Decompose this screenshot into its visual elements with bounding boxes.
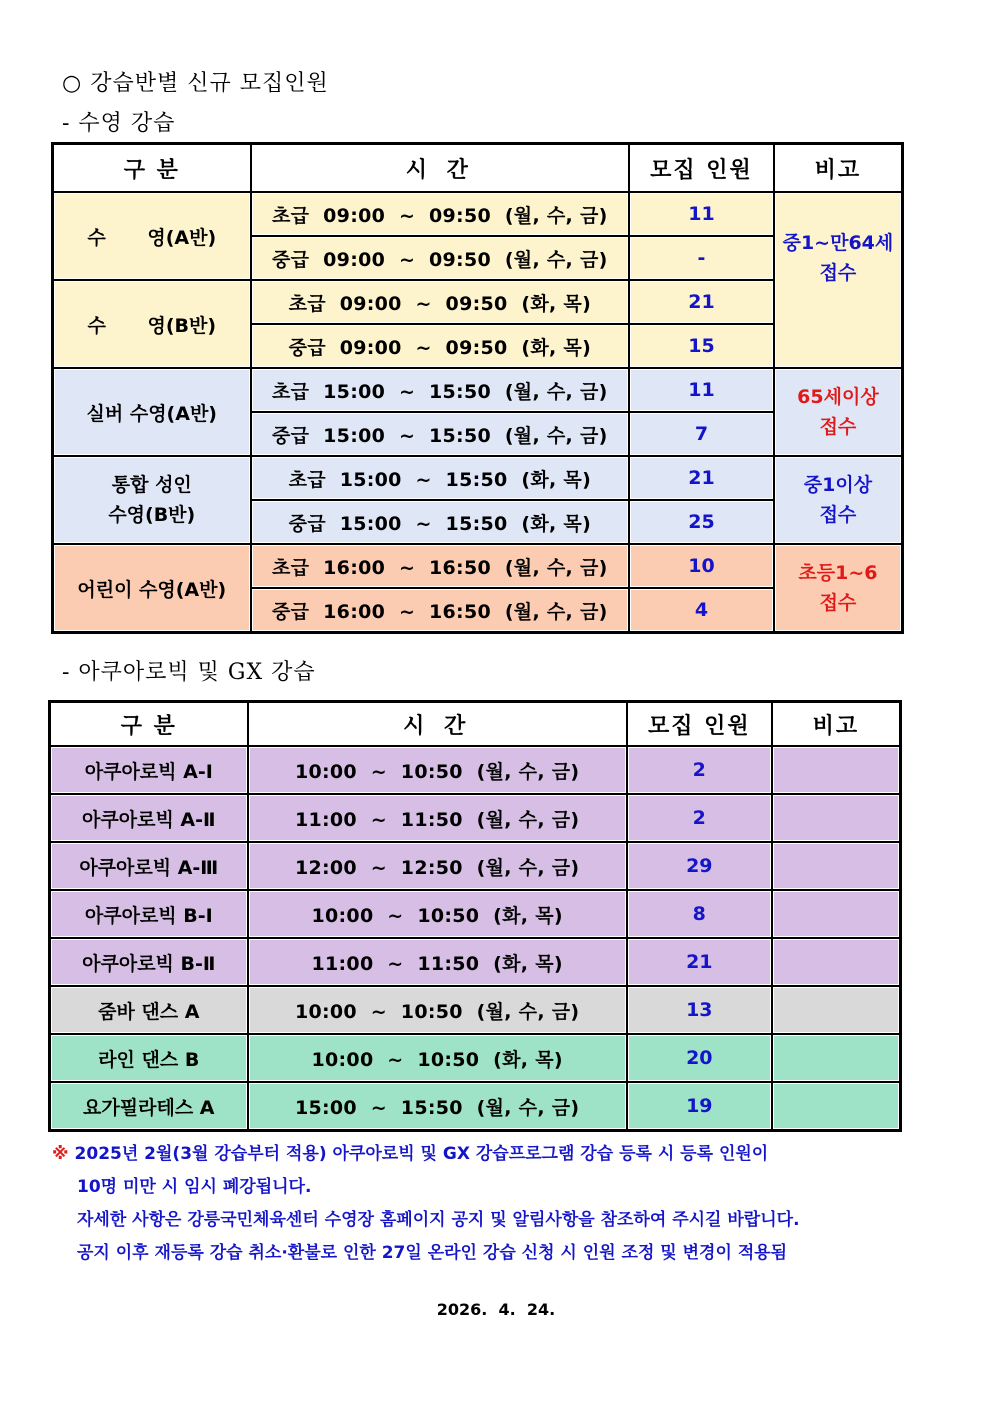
- swim-schedule-table: [51, 142, 904, 634]
- count-cell: 21: [627, 938, 772, 986]
- table-row: [53, 192, 902, 236]
- time-cell: 초급 09:00 ~ 09:50 (화, 목): [251, 280, 630, 324]
- time-cell: 초급 09:00 ~ 09:50 (월, 수, 금): [251, 192, 630, 236]
- count-cell: 4: [629, 588, 774, 632]
- gx-schedule-table: [48, 700, 902, 1132]
- count-cell: 2: [627, 746, 772, 794]
- time-cell: 11:00 ~ 11:50 (월, 수, 금): [248, 794, 627, 842]
- time-cell: 초급 15:00 ~ 15:50 (월, 수, 금): [251, 368, 630, 412]
- count-cell: 21: [629, 456, 774, 500]
- table-row: [50, 1034, 900, 1082]
- table-row: [50, 842, 900, 890]
- footnote-line-1: ※ 2025년 2월(3월 강습부터 적용) 아쿠아로빅 및 GX 강습프로그램 강습 등록 시 등록 인원이: [52, 1144, 769, 1164]
- count-cell: 2: [627, 794, 772, 842]
- time-cell: 초급 15:00 ~ 15:50 (화, 목): [251, 456, 630, 500]
- footnote: [52, 1138, 962, 1270]
- count-cell: 13: [627, 986, 772, 1034]
- time-cell: 중급 16:00 ~ 16:50 (월, 수, 금): [251, 588, 630, 632]
- category-cell: 줌바 댄스 A: [50, 986, 248, 1034]
- count-cell: 11: [629, 192, 774, 236]
- time-cell: 중급 09:00 ~ 09:50 (월, 수, 금): [251, 236, 630, 280]
- category-cell: 아쿠아로빅 B-Ⅱ: [50, 938, 248, 986]
- time-cell: 10:00 ~ 10:50 (화, 목): [248, 1034, 627, 1082]
- category-cell: 수 영(A반): [53, 192, 251, 280]
- time-cell: 12:00 ~ 12:50 (월, 수, 금): [248, 842, 627, 890]
- count-cell: 29: [627, 842, 772, 890]
- table-row: [53, 544, 902, 588]
- header-time: 시 간: [251, 144, 630, 192]
- reference-mark-icon: ※: [52, 1144, 69, 1164]
- footnote-line-3: 자세한 사항은 강릉국민체육센터 수영장 홈페이지 공지 및 알림사항을 참조하여 주시길 바랍니다.: [77, 1210, 800, 1230]
- category-cell: 라인 댄스 B: [50, 1034, 248, 1082]
- count-cell: 11: [629, 368, 774, 412]
- count-cell: -: [629, 236, 774, 280]
- count-cell: 7: [629, 412, 774, 456]
- category-cell: 요가필라테스 A: [50, 1082, 248, 1130]
- time-cell: 중급 15:00 ~ 15:50 (월, 수, 금): [251, 412, 630, 456]
- time-cell: 10:00 ~ 10:50 (월, 수, 금): [248, 986, 627, 1034]
- category-cell: 실버 수영(A반): [53, 368, 251, 456]
- table-row: [53, 456, 902, 500]
- header-count: 모집 인원: [629, 144, 774, 192]
- time-cell: 중급 09:00 ~ 09:50 (화, 목): [251, 324, 630, 368]
- table-row: [50, 890, 900, 938]
- time-cell: 중급 15:00 ~ 15:50 (화, 목): [251, 500, 630, 544]
- count-cell: 10: [629, 544, 774, 588]
- note-cell: [772, 890, 900, 938]
- header-time: 시 간: [248, 702, 627, 746]
- header-note: 비고: [774, 144, 902, 192]
- note-cell: [772, 1034, 900, 1082]
- note-cell: 중1~만64세 접수: [774, 192, 902, 368]
- note-cell: [772, 938, 900, 986]
- count-cell: 19: [627, 1082, 772, 1130]
- note-cell: 초등1~6 접수: [774, 544, 902, 632]
- table-header-row: [50, 702, 900, 746]
- swim-section-heading: - 수영 강습: [62, 111, 176, 136]
- table-header-row: [53, 144, 902, 192]
- category-cell: 아쿠아로빅 A-Ⅱ: [50, 794, 248, 842]
- time-cell: 15:00 ~ 15:50 (월, 수, 금): [248, 1082, 627, 1130]
- main-heading: ○ 강습반별 신규 모집인원: [62, 71, 329, 96]
- table-row: [50, 1082, 900, 1130]
- time-cell: 10:00 ~ 10:50 (화, 목): [248, 890, 627, 938]
- count-cell: 20: [627, 1034, 772, 1082]
- note-cell: [772, 1082, 900, 1130]
- gx-section-heading: - 아쿠아로빅 및 GX 강습: [62, 660, 316, 685]
- category-cell: 아쿠아로빅 A-Ⅰ: [50, 746, 248, 794]
- category-cell: 아쿠아로빅 B-Ⅰ: [50, 890, 248, 938]
- note-cell: [772, 986, 900, 1034]
- document-date: 2026. 4. 24.: [436, 1300, 556, 1319]
- note-cell: 65세이상 접수: [774, 368, 902, 456]
- table-row: [50, 746, 900, 794]
- count-cell: 21: [629, 280, 774, 324]
- header-category: 구 분: [50, 702, 248, 746]
- table-row: [50, 938, 900, 986]
- header-category: 구 분: [53, 144, 251, 192]
- table-row: [53, 368, 902, 412]
- count-cell: 8: [627, 890, 772, 938]
- table-row: [50, 794, 900, 842]
- category-cell: 아쿠아로빅 A-Ⅲ: [50, 842, 248, 890]
- count-cell: 15: [629, 324, 774, 368]
- category-cell: 어린이 수영(A반): [53, 544, 251, 632]
- count-cell: 25: [629, 500, 774, 544]
- header-count: 모집 인원: [627, 702, 772, 746]
- note-cell: [772, 746, 900, 794]
- time-cell: 초급 16:00 ~ 16:50 (월, 수, 금): [251, 544, 630, 588]
- note-cell: 중1이상 접수: [774, 456, 902, 544]
- category-cell: 통합 성인 수영(B반): [53, 456, 251, 544]
- footnote-line-2: 10명 미만 시 임시 폐강됩니다.: [77, 1177, 312, 1197]
- table-row: [50, 986, 900, 1034]
- category-cell: 수 영(B반): [53, 280, 251, 368]
- time-cell: 11:00 ~ 11:50 (화, 목): [248, 938, 627, 986]
- footnote-line-4: 공지 이후 재등록 강습 취소·환불로 인한 27일 온라인 강습 신청 시 인원 조정 및 변경이 적용됨: [77, 1243, 788, 1263]
- header-note: 비고: [772, 702, 900, 746]
- time-cell: 10:00 ~ 10:50 (월, 수, 금): [248, 746, 627, 794]
- note-cell: [772, 842, 900, 890]
- note-cell: [772, 794, 900, 842]
